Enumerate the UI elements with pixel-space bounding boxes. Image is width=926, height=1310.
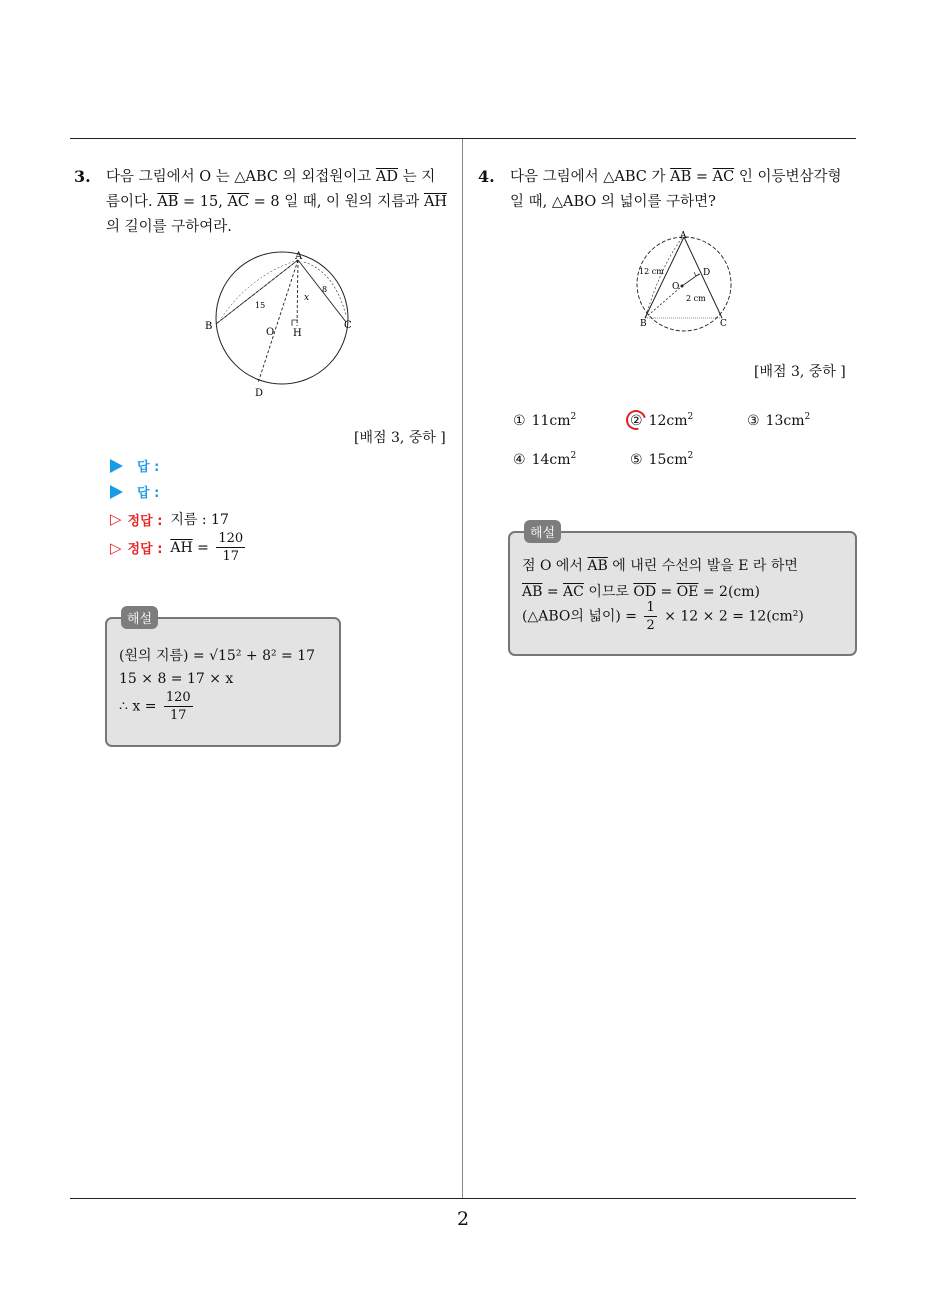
q3-label-8: 8 [322, 285, 328, 294]
q3-label-d: D [255, 388, 264, 399]
red-triangle-icon: ▷ [110, 510, 122, 528]
explain-line-2: $\overline{AB} = \overline{AC}$ 이므로 $\overline{OD} = \overline{OE} = 2(cm)$ [522, 584, 760, 600]
q4-label-d: D [703, 268, 711, 278]
q3-label-b: B [205, 321, 213, 332]
q4-explanation-box [508, 526, 857, 656]
q4-label-12cm: 12 cm [639, 267, 664, 276]
selected-answer-mark [622, 406, 649, 433]
page-number: 2 [456, 1208, 470, 1230]
q4-label-b: B [640, 319, 647, 329]
explanation-tag: 해설 [121, 606, 158, 629]
q3-explanation-box [105, 612, 341, 747]
q3-meta: [배점 3, 중하 ] [354, 430, 446, 446]
q3-answer-1: 답 : [110, 456, 159, 475]
q3-text: 다음 그림에서 O 는 △ABC 의 외접원이고 $\overline{AD}$ 는 지 름이다. $\overline{AB} = 15$, $\overline{AC} = 8$ 일 때, 이 원의 지름과 $\overline{AH}$ 의 길이를 구하여라. [106, 169, 448, 235]
choice-5[interactable]: ⑤ $15cm^2$ [630, 451, 694, 468]
q3-label-o: O [266, 327, 275, 338]
q3-number: 3. [74, 167, 91, 186]
column-divider [462, 139, 463, 1199]
q3-label-a: A [295, 251, 303, 262]
explain-line-2: 15 × 8 = 17 × x [119, 671, 234, 687]
q3-label-h: H [293, 328, 302, 339]
choice-3[interactable]: ③ $13cm^2$ [747, 412, 811, 429]
explain-line-3: ∴ x = $\frac{120}{17}$ [119, 690, 191, 723]
red-triangle-icon: ▷ [110, 538, 122, 557]
q4-circle-figure [630, 228, 740, 333]
q4-label-a: A [680, 231, 687, 241]
explain-line-3: (△ABO의 넓이) = $\frac{1}{2}$ × 12 × 2 = 12(cm²) [522, 600, 804, 633]
explanation-tag: 해설 [524, 520, 561, 543]
fraction: $\frac{120}{17}$ [218, 531, 244, 564]
choice-1[interactable]: ① $11cm^2$ [513, 412, 577, 429]
q4-label-o: O [672, 282, 680, 292]
header-rule [70, 138, 856, 139]
q4-number: 4. [478, 167, 495, 186]
blue-triangle-icon [110, 459, 123, 473]
q3-circle-figure [200, 250, 360, 400]
q4-label-2cm: 2 cm [686, 294, 706, 303]
q3-correct-1: ▷ 정답 : 지름 : 17 [110, 510, 229, 529]
q4-meta: [배점 3, 중하 ] [754, 364, 846, 380]
q4-label-c: C [720, 319, 727, 329]
q4-text: 다음 그림에서 △ABC 가 $\overline{AB} = \overline{AC}$ 인 이등변삼각형 일 때, △ABO 의 넓이를 구하면? [510, 169, 842, 210]
q3-answer-2: 답 : [110, 482, 159, 501]
q3-label-c: C [344, 320, 352, 331]
q3-label-x: x [304, 293, 310, 303]
explain-line-1: 점 O 에서 $\overline{AB}$ 에 내린 수선의 발을 E 라 하면 [522, 558, 798, 574]
explain-line-1: (원의 지름) = √15² + 8² = 17 [119, 648, 316, 664]
choice-2[interactable]: ② $12cm^2$ [630, 412, 694, 429]
footer-rule [70, 1198, 856, 1199]
choice-4[interactable]: ④ $14cm^2$ [513, 451, 577, 468]
blue-triangle-icon [110, 485, 123, 499]
q3-correct-2: ▷ 정답 : $\overline{AH}$ = $\frac{120}{17}$ [110, 531, 244, 564]
q3-label-15: 15 [255, 301, 266, 310]
